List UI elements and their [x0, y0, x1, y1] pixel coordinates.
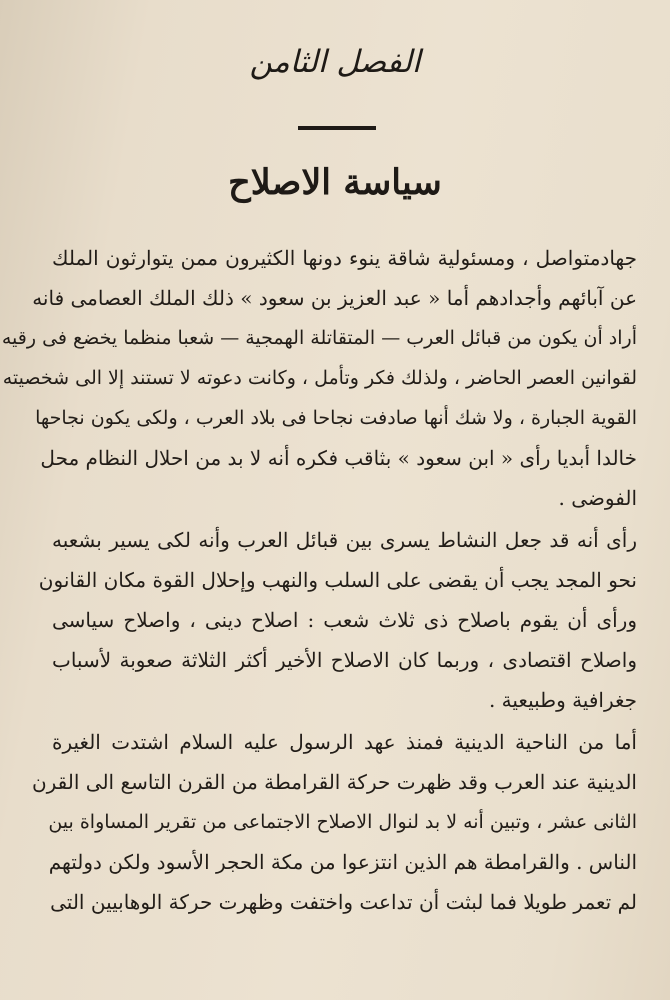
text-line: أما من الناحية الدينية فمنذ عهد الرسول عليه السلام اشتدت الغيرة — [52, 730, 637, 754]
text-line: خالدا أبديا رأى « ابن سعود » بثاقب فكره أنه لا بد من احلال النظام محل — [40, 446, 637, 470]
text-line: رأى أنه قد جعل النشاط يسرى بين قبائل العرب وأنه لكى يسير بشعبه — [52, 528, 637, 552]
text-line: الناس . والقرامطة هم الذين انتزعوا من مكة الحجر الأسود ولكن دولتهم — [48, 850, 637, 874]
text-line: القوية الجبارة ، ولا شك أنها صادفت نجاحا فى بلاد العرب ، ولكى يكون نجاحها — [35, 407, 637, 429]
body-text — [1, 238, 637, 922]
text-line: لم تعمر طويلا فما لبثت أن تداعت واختفت وظهرت حركة الوهابيين التى — [50, 890, 637, 914]
text-line: ورأى أن يقوم باصلاح ذى ثلاث شعب : اصلاح دينى ، واصلاح سياسى — [52, 608, 637, 632]
text-line: عن آبائهم وأجدادهم أما « عبد العزيز بن سعود » ذلك الملك العصامى فانه — [32, 286, 637, 310]
text-line: أراد أن يكون من قبائل العرب — المتقاتلة الهمجية — شعبا منظما يخضع فى رقيه — [1, 327, 637, 349]
section-title: سياسة الاصلاح — [228, 162, 442, 203]
text-line: نحو المجد يجب أن يقضى على السلب والنهب وإحلال القوة مكان القانون — [38, 568, 637, 592]
text-line: واصلاح اقتصادى ، وربما كان الاصلاح الأخير أكثر الثلاثة صعوبة لأسباب — [52, 648, 637, 672]
title-divider — [298, 126, 376, 130]
text-line: الفوضى . — [558, 486, 637, 510]
text-line: الدينية عند العرب وقد ظهرت حركة القرامطة من القرن التاسع الى القرن — [31, 770, 637, 794]
text-line: جغرافية وطبيعية . — [488, 688, 637, 712]
chapter-title: الفصل الثامن — [249, 44, 421, 80]
text-line: لقوانين العصر الحاضر ، ولذلك فكر وتأمل ، وكانت دعوته لا تستند إلا الى شخصيته — [2, 367, 637, 389]
text-line: الثانى عشر ، وتبين أنه لا بد لنوال الاصلاح الاجتماعى من تقرير المساواة بين — [48, 811, 637, 833]
text-line: جهادمتواصل ، ومسئولية شاقة ينوء دونها الكثيرون ممن يتوارثون الملك — [52, 246, 637, 270]
